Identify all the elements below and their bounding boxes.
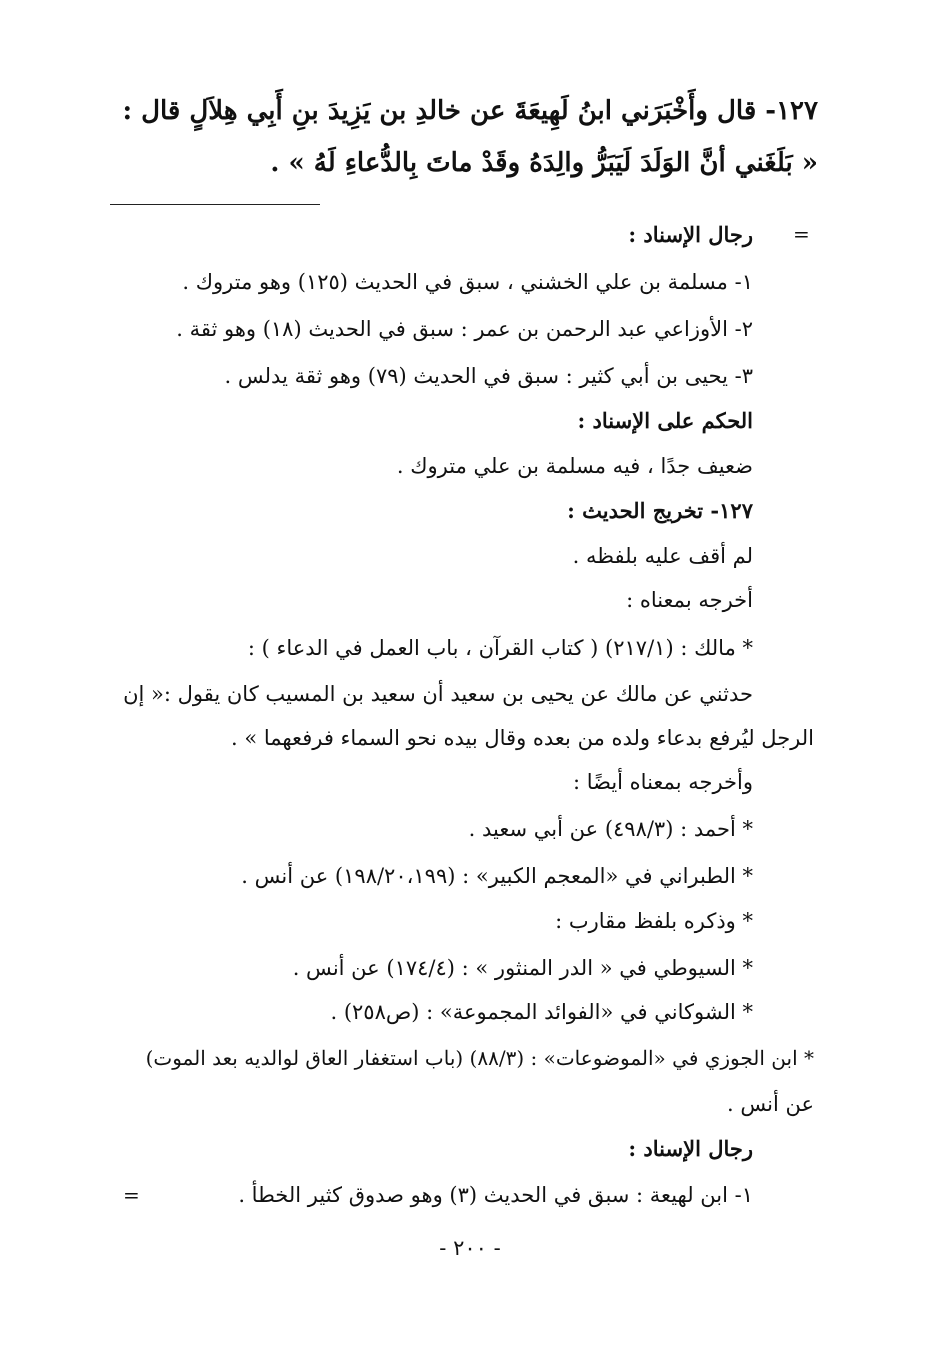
- rijal2-item-1: ١- ابن لهيعة : سبق في الحديث (٣) وهو صدوق كثير الخطأ .: [238, 1183, 753, 1207]
- takhrij-heading: ١٢٧- تخريج الحديث :: [567, 498, 753, 523]
- malik-quote-line-1: حدثني عن مالك عن يحيى بن سعيد أن سعيد بن المسيب كان يقول :« إن: [123, 682, 753, 706]
- rijal-heading-2: رجال الإسناد :: [628, 1136, 753, 1161]
- malik-quote-line-2: الرجل ليُرفع بدعاء ولده من بعده وقال بيده نحو السماء فرفعهما » .: [230, 726, 814, 750]
- hukm-text: ضعيف جدًا ، فيه مسلمة بن علي متروك .: [396, 454, 753, 478]
- hadith-text-line-2: « بَلَغَني أنَّ الوَلَدَ لَيَبَرُّ والِدَهُ وقَدْ ماتَ بِالدُّعاءِ لَهُ » .: [270, 148, 818, 178]
- ahmad-reference: * أحمد : (٤٩٨/٣) عن أبي سعيد .: [468, 817, 753, 841]
- hukm-heading: الحكم على الإسناد :: [577, 408, 753, 433]
- hadith-text-line-1: ١٢٧- قال وأَخْبَرَني ابنُ لَهِيعَةَ عن خالدِ بن يَزِيدَ بنِ أَبِي هِلاَلٍ قال :: [122, 96, 818, 126]
- takhrij-not-found: لم أقف عليه بلفظه .: [572, 544, 753, 568]
- takhrij-by-meaning: أخرجه بمعناه :: [626, 588, 753, 612]
- section-divider: [110, 204, 320, 205]
- suyuti-reference: * السيوطي في « الدر المنثور » : (١٧٤/٤) عن أنس .: [292, 956, 753, 980]
- continuation-mark-top: =: [793, 222, 810, 246]
- shawkani-reference: * الشوكاني في «الفوائد المجموعة» : (ص٢٥٨) .: [330, 1000, 753, 1024]
- malik-reference: * مالك : (٢١٧/١) ( كتاب القرآن ، باب العمل في الدعاء ) :: [247, 636, 753, 660]
- mentioned-similar: * وذكره بلفظ مقارب :: [555, 909, 753, 933]
- rijal-item-3: ٣- يحيى بن أبي كثير : سبق في الحديث (٧٩) وهو ثقة يدلس .: [224, 364, 753, 388]
- rijal-heading: رجال الإسناد :: [628, 222, 753, 247]
- page-number: - ٢٠٠ -: [439, 1236, 501, 1260]
- rijal-item-1: ١- مسلمة بن علي الخشني ، سبق في الحديث (١٢٥) وهو متروك .: [182, 270, 753, 294]
- also-by-meaning: وأخرجه بمعناه أيضًا :: [572, 770, 753, 794]
- rijal-item-2: ٢- الأوزاعي عبد الرحمن بن عمر : سبق في الحديث (١٨) وهو ثقة .: [176, 317, 753, 341]
- tabarani-reference: * الطبراني في «المعجم الكبير» : (١٩٨/٢٠،١٩٩) عن أنس .: [241, 864, 753, 888]
- continuation-mark-bottom: =: [123, 1183, 140, 1207]
- ibn-jawzi-reference-line-1: * ابن الجوزي في «الموضوعات» : (٨٨/٣) (باب استغفار العاق لوالديه بعد الموت): [145, 1046, 814, 1070]
- ibn-jawzi-reference-line-2: عن أنس .: [727, 1092, 814, 1116]
